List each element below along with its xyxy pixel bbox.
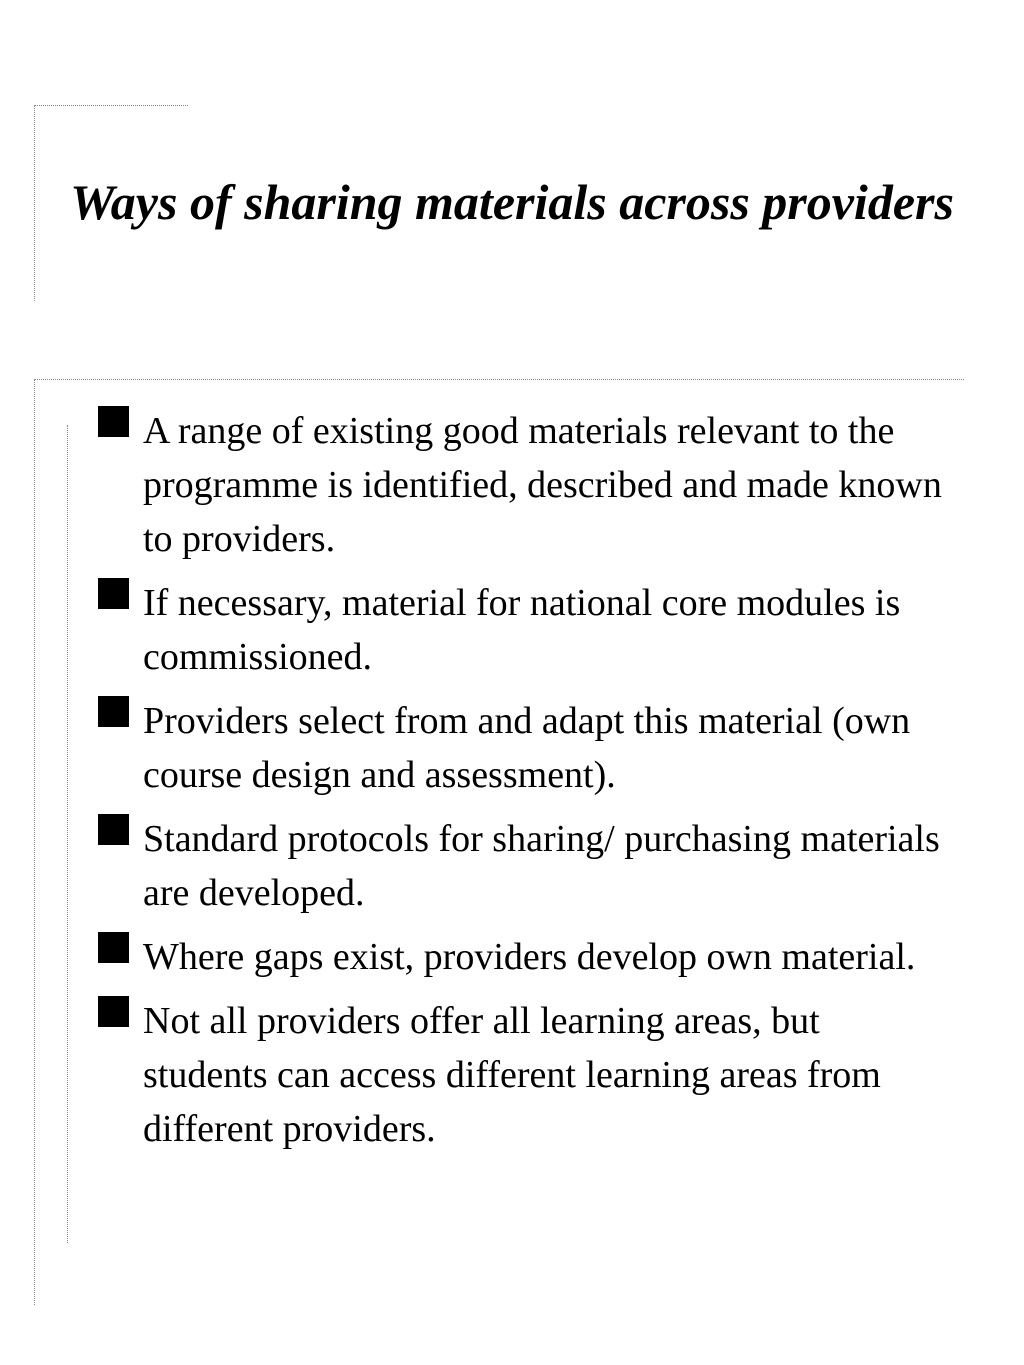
bullet-item	[98, 694, 948, 802]
square-bullet-icon	[98, 406, 129, 437]
square-bullet-icon	[98, 814, 129, 845]
bullet-item	[98, 930, 948, 984]
bullet-item	[98, 994, 948, 1156]
bullet-item	[98, 404, 948, 566]
inner-dotted-rule	[67, 425, 68, 1243]
bullet-list	[98, 404, 948, 1166]
bullet-text: A range of existing good materials relevant to the programme is identified, described and made known to providers.	[143, 410, 942, 560]
left-dotted-rule-bottom	[34, 379, 35, 1305]
middle-dotted-rule	[34, 379, 964, 380]
bullet-text: Not all providers offer all learning areas, but students can access different learning areas from different providers.	[143, 1000, 881, 1150]
square-bullet-icon	[98, 578, 129, 609]
top-dotted-rule	[34, 105, 188, 106]
bullet-text: Providers select from and adapt this material (own course design and assessment).	[143, 700, 911, 796]
square-bullet-icon	[98, 996, 129, 1027]
square-bullet-icon	[98, 696, 129, 727]
bullet-text: Standard protocols for sharing/ purchasing materials are developed.	[143, 818, 940, 914]
left-dotted-rule-top	[34, 105, 35, 301]
bullet-text: Where gaps exist, providers develop own material.	[143, 936, 916, 978]
bullet-text: If necessary, material for national core modules is commissioned.	[143, 582, 901, 678]
slide-title: Ways of sharing materials across providers	[70, 174, 954, 230]
square-bullet-icon	[98, 932, 129, 963]
bullet-item	[98, 812, 948, 920]
bullet-item	[98, 576, 948, 684]
